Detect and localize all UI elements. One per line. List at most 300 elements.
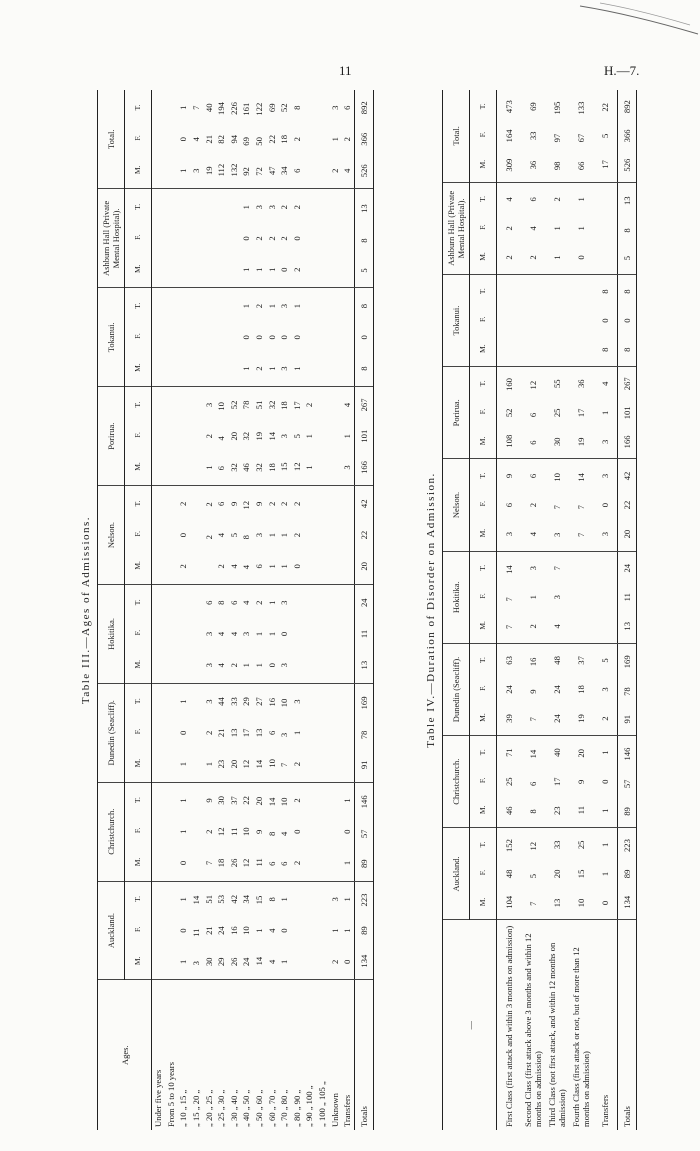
cell-value: 3 bbox=[254, 532, 265, 538]
value-group bbox=[569, 551, 593, 643]
header-row bbox=[98, 90, 125, 1130]
cell-value: 26 bbox=[228, 858, 239, 868]
value-group bbox=[190, 683, 203, 782]
value-group bbox=[177, 387, 190, 486]
value-group bbox=[303, 881, 316, 980]
row-label: „ 60 „ 70 „ bbox=[266, 1089, 277, 1127]
cell-value: 8 bbox=[358, 238, 369, 243]
cell-value: 1 bbox=[528, 595, 538, 600]
cell-value: 36 bbox=[576, 379, 586, 389]
cell-value: 3 bbox=[241, 631, 252, 637]
cell-value: 21 bbox=[203, 926, 214, 935]
cell-value: 2 bbox=[203, 502, 214, 507]
cell-value: 89 bbox=[358, 859, 369, 868]
cell-value: 1 bbox=[178, 897, 189, 902]
cell-value: 0 bbox=[600, 318, 610, 323]
row-label: „ 80 „ 90 „ bbox=[291, 1089, 302, 1127]
column-header: Porirua. bbox=[443, 367, 470, 459]
value-group bbox=[545, 90, 569, 182]
value-group bbox=[215, 683, 228, 782]
cell-value: 89 bbox=[358, 926, 369, 935]
cell-value: 134 bbox=[358, 954, 369, 968]
mft-label: T. bbox=[478, 195, 487, 202]
table-row bbox=[316, 90, 329, 1130]
cell-value: 1 bbox=[304, 465, 315, 470]
cell-value: 26 bbox=[228, 957, 239, 967]
mft-label: T. bbox=[478, 288, 487, 295]
cell-value: 164 bbox=[504, 129, 514, 143]
row-label: „ 40 „ 50 „ bbox=[241, 1089, 252, 1127]
cell-value: 0 bbox=[576, 255, 586, 260]
cell-value: 78 bbox=[241, 400, 252, 410]
cell-value: 18 bbox=[266, 463, 277, 472]
cell-value: 3 bbox=[528, 566, 538, 571]
cell-value: 3 bbox=[600, 687, 610, 692]
cell-value: 69 bbox=[241, 137, 252, 146]
value-group bbox=[190, 486, 203, 585]
cell-value: 1 bbox=[266, 600, 277, 605]
value-group bbox=[253, 782, 266, 881]
cell-value: 0 bbox=[600, 779, 610, 784]
value-group bbox=[618, 274, 637, 366]
cell-value: 72 bbox=[254, 167, 265, 176]
cell-value: 3 bbox=[600, 439, 610, 445]
value-group bbox=[228, 584, 241, 683]
cell-value: 267 bbox=[622, 377, 632, 391]
value-group bbox=[202, 584, 215, 683]
cell-value: 2 bbox=[203, 829, 214, 834]
mft-label: M. bbox=[478, 621, 487, 630]
value-group bbox=[618, 367, 637, 459]
cell-value: 14 bbox=[191, 895, 202, 905]
value-group bbox=[303, 189, 316, 288]
cell-value: 9 bbox=[228, 501, 239, 506]
table-row bbox=[165, 90, 178, 1130]
cell-value: 1 bbox=[178, 829, 189, 834]
mft-label: T. bbox=[133, 500, 142, 507]
cell-value: 6 bbox=[528, 440, 538, 445]
cell-value: 2 bbox=[203, 434, 214, 439]
mft-label: F. bbox=[478, 316, 487, 322]
cell-value: 3 bbox=[279, 434, 290, 439]
value-group bbox=[328, 584, 341, 683]
table-row bbox=[240, 90, 253, 1130]
cell-value: 9 bbox=[528, 689, 538, 694]
cell-value: 40 bbox=[552, 748, 562, 757]
cell-value: 1 bbox=[291, 303, 302, 309]
row-label: Second Class (first attack above 3 months and within 12 months on admission) bbox=[523, 933, 543, 1127]
cell-value: 3 bbox=[552, 532, 562, 537]
cell-value: 6 bbox=[216, 501, 227, 506]
cell-value: 14 bbox=[254, 759, 265, 769]
cell-value: 6 bbox=[528, 473, 538, 479]
value-group bbox=[228, 90, 241, 189]
cell-value: 473 bbox=[504, 100, 514, 114]
cell-value: 1 bbox=[600, 750, 610, 755]
mft-header bbox=[470, 736, 497, 828]
row-label: First Class (first attack and within 3 months on admission) bbox=[504, 925, 514, 1127]
cell-value: 6 bbox=[528, 781, 538, 786]
cell-value: 134 bbox=[622, 895, 632, 909]
cell-value: 10 bbox=[576, 898, 586, 908]
cell-value: 13 bbox=[358, 660, 369, 670]
cell-value: 5 bbox=[358, 268, 369, 273]
cell-value: 1 bbox=[342, 860, 353, 866]
cell-value: 5 bbox=[600, 133, 610, 139]
cell-value: 108 bbox=[504, 434, 514, 448]
cell-value: 32 bbox=[241, 431, 252, 441]
value-group bbox=[152, 683, 165, 782]
value-group bbox=[354, 683, 373, 782]
cell-value: 18 bbox=[216, 858, 227, 868]
cell-value: 33 bbox=[552, 840, 562, 850]
cell-value: 7 bbox=[279, 762, 290, 767]
cell-value: 20 bbox=[358, 562, 369, 571]
value-group bbox=[228, 683, 241, 782]
cell-value: 91 bbox=[358, 760, 369, 770]
cell-value: 7 bbox=[576, 532, 586, 537]
value-group bbox=[497, 90, 522, 182]
cell-value: 2 bbox=[279, 236, 290, 241]
mft-label: M. bbox=[478, 159, 487, 169]
cell-value: 25 bbox=[504, 777, 514, 786]
cell-value: 194 bbox=[216, 102, 227, 115]
cell-value: 14 bbox=[266, 431, 277, 441]
mft-label: M. bbox=[133, 363, 142, 372]
cell-value: 0 bbox=[600, 900, 610, 906]
value-group bbox=[202, 486, 215, 585]
cell-value: 9 bbox=[576, 779, 586, 784]
mft-label: F. bbox=[133, 926, 142, 932]
cell-value: 69 bbox=[528, 102, 538, 111]
cell-value: 2 bbox=[291, 137, 302, 142]
mft-label: M. bbox=[133, 462, 142, 471]
cell-value: 57 bbox=[358, 829, 369, 839]
cell-value: 1 bbox=[329, 137, 340, 142]
cell-value: 98 bbox=[552, 161, 562, 171]
mft-label: F. bbox=[133, 234, 142, 240]
value-group bbox=[177, 683, 190, 782]
value-group bbox=[593, 736, 618, 828]
cell-value: 1 bbox=[552, 226, 562, 231]
value-group bbox=[593, 551, 618, 643]
cell-value: 8 bbox=[266, 831, 277, 836]
cell-value: 4 bbox=[241, 600, 252, 605]
cell-value: 91 bbox=[622, 714, 632, 724]
cell-value: 12 bbox=[528, 380, 538, 390]
cell-value: 6 bbox=[266, 861, 277, 866]
mft-label: T. bbox=[478, 103, 487, 110]
value-group bbox=[618, 551, 637, 643]
cell-value: 4 bbox=[279, 831, 290, 836]
cell-value: 2 bbox=[528, 502, 538, 508]
value-group bbox=[265, 683, 278, 782]
mft-label: M. bbox=[478, 528, 487, 538]
mft-label: F. bbox=[478, 500, 487, 507]
value-group bbox=[253, 90, 266, 189]
mft-label: M. bbox=[133, 758, 142, 768]
cell-value: 22 bbox=[266, 134, 277, 144]
cell-value: 9 bbox=[504, 473, 514, 479]
cell-value: 10 bbox=[266, 759, 277, 768]
cell-value: 37 bbox=[228, 796, 239, 805]
cell-value: 101 bbox=[358, 429, 369, 443]
mft-label: F. bbox=[478, 869, 487, 876]
table-row bbox=[215, 90, 228, 1130]
cell-value: 3 bbox=[504, 531, 514, 537]
cell-value: 1 bbox=[241, 205, 252, 210]
value-group bbox=[265, 90, 278, 189]
cell-value: 18 bbox=[576, 685, 586, 694]
mft-label: F. bbox=[478, 408, 487, 415]
value-group bbox=[291, 387, 304, 486]
cell-value: 17 bbox=[552, 777, 562, 786]
cell-value: 15 bbox=[279, 462, 290, 472]
row-label: „ 20 „ 25 „ bbox=[203, 1089, 214, 1127]
cell-value: 16 bbox=[528, 657, 538, 667]
value-group bbox=[278, 584, 291, 683]
value-group bbox=[497, 551, 522, 643]
column-header: Ashburn Hall (Private Mental Hospital). bbox=[98, 189, 125, 288]
cell-value: 3 bbox=[329, 105, 340, 110]
cell-value: 132 bbox=[228, 163, 239, 177]
value-group bbox=[202, 90, 215, 189]
cell-value: 8 bbox=[358, 366, 369, 371]
cell-value: 4 bbox=[528, 531, 538, 537]
mft-label: M. bbox=[133, 956, 142, 966]
cell-value: 42 bbox=[622, 471, 632, 481]
cell-value: 8 bbox=[216, 600, 227, 605]
cell-value: 6 bbox=[266, 730, 277, 735]
cell-value: 101 bbox=[622, 406, 632, 420]
cell-value: 19 bbox=[203, 166, 214, 176]
table-row bbox=[152, 90, 165, 1130]
mft-row bbox=[125, 90, 152, 1130]
page-number: 11 bbox=[339, 63, 352, 78]
row-label: Totals bbox=[354, 980, 373, 1130]
mft-label: F. bbox=[478, 777, 487, 784]
value-group bbox=[618, 736, 637, 828]
cell-value: 48 bbox=[504, 869, 514, 879]
value-group bbox=[545, 274, 569, 366]
cell-value: 14 bbox=[254, 956, 265, 966]
cell-value: 2 bbox=[291, 267, 302, 272]
page-reference: H.—7. bbox=[604, 63, 640, 78]
cell-value: 9 bbox=[254, 501, 265, 506]
cell-value: 0 bbox=[254, 335, 265, 340]
cell-value: 23 bbox=[552, 806, 562, 816]
value-group bbox=[240, 584, 253, 683]
cell-value: 0 bbox=[241, 335, 252, 340]
value-group bbox=[165, 486, 178, 585]
cell-value: 3 bbox=[254, 205, 265, 210]
value-group bbox=[618, 828, 637, 920]
column-header: Hokitika. bbox=[98, 584, 125, 683]
value-group bbox=[228, 486, 241, 585]
value-group bbox=[303, 486, 316, 585]
table-row bbox=[228, 90, 241, 1130]
cell-value: 46 bbox=[241, 463, 252, 472]
cell-value: 0 bbox=[266, 335, 277, 340]
table-row bbox=[497, 90, 522, 1130]
cell-value: 3 bbox=[329, 897, 340, 902]
value-group bbox=[328, 90, 341, 189]
cell-value: 2 bbox=[216, 564, 227, 569]
table-row bbox=[190, 90, 203, 1130]
value-group bbox=[593, 182, 618, 274]
cell-value: 3 bbox=[203, 631, 214, 637]
cell-value: 11 bbox=[622, 593, 632, 602]
value-group bbox=[278, 881, 291, 980]
cell-value: 44 bbox=[216, 697, 227, 706]
column-header: Tokanui. bbox=[443, 274, 470, 366]
cell-value: 92 bbox=[241, 167, 252, 176]
mft-label: T. bbox=[133, 302, 142, 309]
value-group bbox=[593, 643, 618, 735]
mft-label: F. bbox=[478, 131, 487, 138]
table-iv-caption: Table IV.—Duration of Disorder on Admission. bbox=[425, 472, 437, 748]
cell-value: 4 bbox=[216, 532, 227, 538]
cell-value: 0 bbox=[266, 663, 277, 668]
row-label: „ 25 „ 30 „ bbox=[216, 1089, 227, 1127]
value-group bbox=[354, 90, 373, 189]
value-group bbox=[569, 643, 593, 735]
cell-value: 526 bbox=[358, 164, 369, 178]
cell-value: 7 bbox=[528, 901, 538, 906]
cell-value: 8 bbox=[600, 289, 610, 294]
mft-label: M. bbox=[478, 805, 487, 815]
row-label: From 5 to 10 years bbox=[165, 1062, 176, 1127]
value-group bbox=[190, 189, 203, 288]
cell-value: 27 bbox=[254, 697, 265, 706]
cell-value: 37 bbox=[576, 656, 586, 665]
cell-value: 3 bbox=[191, 168, 202, 173]
value-group bbox=[177, 584, 190, 683]
cell-value: 2 bbox=[291, 860, 302, 866]
cell-value: 12 bbox=[291, 462, 302, 472]
cell-value: 8 bbox=[266, 897, 277, 902]
cell-value: 1 bbox=[291, 366, 302, 371]
cell-value: 18 bbox=[279, 401, 290, 410]
cell-value: 0 bbox=[342, 829, 353, 834]
cell-value: 0 bbox=[178, 730, 189, 735]
cell-value: 32 bbox=[266, 400, 277, 410]
cell-value: 13 bbox=[622, 196, 632, 206]
cell-value: 4 bbox=[342, 168, 353, 173]
column-header: Porirua. bbox=[98, 387, 125, 486]
cell-value: 13 bbox=[358, 204, 369, 213]
value-group bbox=[545, 459, 569, 551]
value-group bbox=[521, 90, 545, 182]
value-group bbox=[152, 486, 165, 585]
table-iii bbox=[97, 90, 374, 1130]
cell-value: 16 bbox=[228, 926, 239, 935]
mft-label: F. bbox=[133, 432, 142, 438]
cell-value: 4 bbox=[504, 197, 514, 202]
mft-header bbox=[470, 274, 497, 366]
column-header: Hokitika. bbox=[443, 551, 470, 643]
value-group bbox=[190, 584, 203, 683]
mft-label: T. bbox=[133, 599, 142, 606]
cell-value: 10 bbox=[241, 926, 252, 935]
cell-value: 6 bbox=[254, 564, 265, 569]
column-header: Christchurch. bbox=[443, 736, 470, 828]
mft-header bbox=[125, 881, 152, 980]
value-group bbox=[521, 367, 545, 459]
value-group bbox=[341, 189, 354, 288]
value-group bbox=[202, 288, 215, 387]
cell-value: 3 bbox=[203, 699, 214, 704]
cell-value: 1 bbox=[342, 928, 353, 933]
value-group bbox=[291, 683, 304, 782]
cell-value: 53 bbox=[216, 894, 227, 904]
column-header: Ages. bbox=[98, 980, 152, 1130]
cell-value: 8 bbox=[622, 347, 632, 352]
cell-value: 42 bbox=[228, 894, 239, 904]
cell-value: 7 bbox=[552, 505, 562, 510]
value-group bbox=[253, 584, 266, 683]
cell-value: 0 bbox=[279, 335, 290, 340]
cell-value: 2 bbox=[329, 959, 340, 964]
cell-value: 6 bbox=[216, 466, 227, 471]
cell-value: 5 bbox=[228, 532, 239, 538]
cell-value: 0 bbox=[178, 928, 189, 933]
cell-value: 52 bbox=[504, 408, 514, 418]
cell-value: 4 bbox=[216, 631, 227, 637]
value-group bbox=[354, 288, 373, 387]
value-group bbox=[202, 189, 215, 288]
cell-value: 892 bbox=[622, 100, 632, 114]
value-group bbox=[316, 486, 329, 585]
cell-value: 366 bbox=[358, 132, 369, 146]
cell-value: 15 bbox=[254, 895, 265, 905]
mft-header bbox=[125, 683, 152, 782]
value-group bbox=[190, 881, 203, 980]
cell-value: 1 bbox=[304, 434, 315, 439]
cell-value: 18 bbox=[279, 134, 290, 144]
cell-value: 3 bbox=[279, 366, 290, 371]
cell-value: 2 bbox=[228, 663, 239, 668]
cell-value: 10 bbox=[279, 797, 290, 807]
value-group bbox=[521, 643, 545, 735]
cell-value: 10 bbox=[552, 473, 562, 482]
mft-label: F. bbox=[133, 333, 142, 339]
value-group bbox=[328, 189, 341, 288]
value-group bbox=[545, 736, 569, 828]
value-group bbox=[265, 288, 278, 387]
value-group bbox=[202, 387, 215, 486]
cell-value: 8 bbox=[622, 228, 632, 233]
cell-value: 82 bbox=[216, 135, 227, 144]
cell-value: 7 bbox=[552, 566, 562, 571]
value-group bbox=[177, 189, 190, 288]
value-group bbox=[341, 683, 354, 782]
cell-value: 1 bbox=[203, 465, 214, 470]
cell-value: 2 bbox=[266, 236, 277, 241]
value-group bbox=[316, 683, 329, 782]
cell-value: 13 bbox=[254, 728, 265, 738]
mft-label: M. bbox=[133, 561, 142, 570]
cell-value: 3 bbox=[291, 699, 302, 704]
value-group bbox=[265, 387, 278, 486]
value-group bbox=[545, 828, 569, 920]
cell-value: 2 bbox=[329, 168, 340, 173]
totals-row bbox=[618, 90, 637, 1130]
cell-value: 4 bbox=[216, 663, 227, 668]
cell-value: 169 bbox=[622, 655, 632, 669]
cell-value: 309 bbox=[504, 158, 514, 172]
table-row bbox=[177, 90, 190, 1130]
